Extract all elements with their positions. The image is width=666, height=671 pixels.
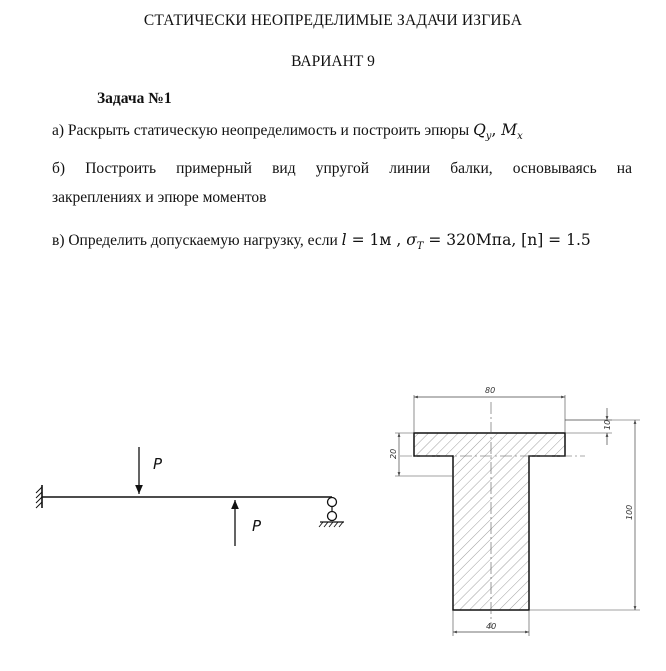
variant-label: ВАРИАНТ 9: [291, 53, 375, 70]
shear-symbol: $Q_y$: [473, 121, 492, 143]
load-bottom-label: P: [252, 517, 262, 535]
load-top-label: P: [153, 455, 163, 473]
part-b-line-1: б) Построить примерный вид упругой линии балки, основываясь на: [52, 160, 632, 177]
part-b-line-2: закреплениях и эпюре моментов: [52, 189, 267, 206]
fixed-support-icon: [36, 485, 42, 508]
length-symbol: l: [341, 231, 347, 249]
task-heading: Задача №1: [97, 90, 172, 107]
pinned-support-icon: [319, 498, 344, 528]
t-section-shape: [414, 433, 565, 610]
yield-stress-symbol: $\sigma_T$: [406, 231, 424, 253]
beam-scheme: [36, 447, 344, 546]
dim-flange-left-label: 20: [389, 448, 398, 459]
page-title: СТАТИЧЕСКИ НЕОПРЕДЕЛИМЫЕ ЗАДАЧИ ИЗГИБА: [143, 12, 523, 29]
part-a-text: а) Раскрыть статическую неопределимость и построить эпюры $Q_y$, $M_x$: [52, 121, 523, 143]
dim-bottom-width-label: 40: [486, 622, 497, 631]
moment-symbol: $M_x$: [501, 121, 523, 143]
dim-top-width-label: 80: [485, 386, 496, 395]
cross-section: [389, 386, 640, 636]
dim-flange-right-label: 10: [603, 419, 612, 430]
part-a-label: а) Раскрыть статическую неопределимость и построить эпюры: [52, 122, 470, 139]
part-c-text: в) Определить допускаемую нагрузку, если l = 1м , $\sigma_T = 320Мпа$, [n] = 1.5: [52, 231, 591, 253]
dim-height-label: 100: [625, 504, 634, 520]
